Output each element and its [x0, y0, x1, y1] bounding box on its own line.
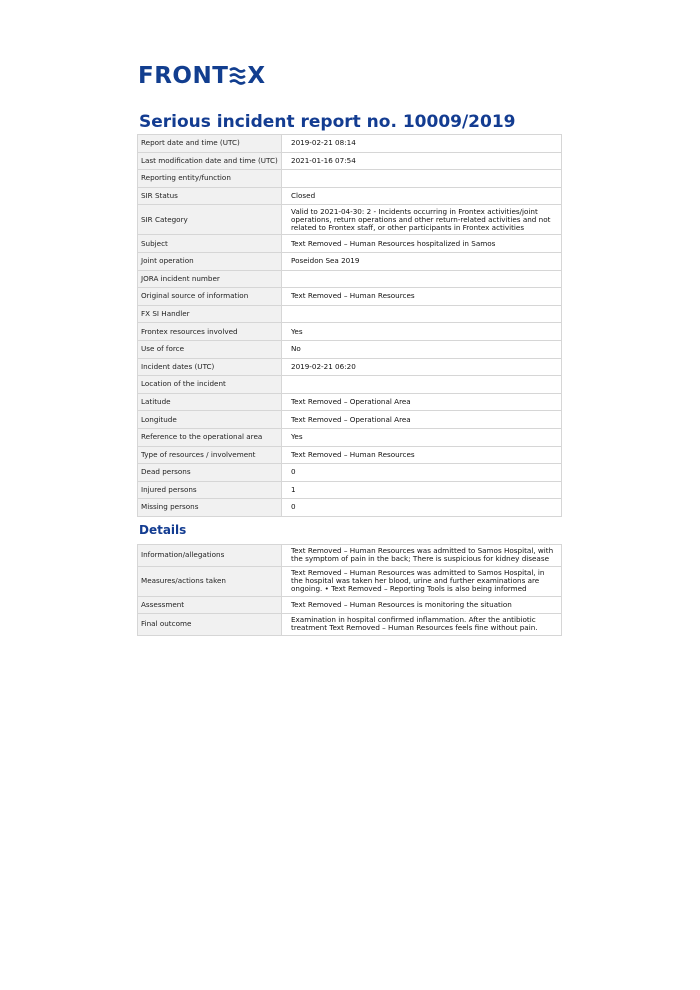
field-label: Measures/actions taken [138, 566, 282, 596]
table-row [138, 305, 562, 323]
table-row [138, 446, 562, 464]
table-row [138, 187, 562, 205]
field-label: SIR Status [138, 187, 282, 205]
field-label: Longitude [138, 411, 282, 429]
field-label: Dead persons [138, 464, 282, 482]
field-value: Poseidon Sea 2019 [282, 252, 562, 270]
field-value [282, 170, 562, 188]
field-label: Location of the incident [138, 376, 282, 394]
table-row [138, 252, 562, 270]
field-value: Text Removed – Human Resources was admitted to Samos Hospital, in the hospital was taken her blood, urine and further examinations are ongoing. • Text Removed – Reporting Tools is also being informed [282, 566, 562, 596]
field-value [282, 376, 562, 394]
field-label: Final outcome [138, 614, 282, 636]
table-row [138, 135, 562, 153]
table-row [138, 270, 562, 288]
field-value: 0 [282, 464, 562, 482]
field-value: 2019-02-21 06:20 [282, 358, 562, 376]
field-value: Text Removed – Operational Area [282, 411, 562, 429]
logo-text-right: X [247, 63, 266, 89]
table-row [138, 428, 562, 446]
logo-text-left: FRONT [138, 63, 229, 89]
field-value: No [282, 340, 562, 358]
table-row [138, 323, 562, 341]
table-row [138, 376, 562, 394]
field-value: Text Removed – Human Resources [282, 288, 562, 306]
table-row [138, 596, 562, 614]
field-value: Yes [282, 323, 562, 341]
logo-waves-icon [229, 66, 246, 86]
field-value: Yes [282, 428, 562, 446]
field-value: Text Removed – Operational Area [282, 393, 562, 411]
report-title: Serious incident report no. 10009/2019 [139, 112, 516, 132]
field-label: FX SI Handler [138, 305, 282, 323]
field-label: Type of resources / involvement [138, 446, 282, 464]
table-row [138, 170, 562, 188]
field-label: Frontex resources involved [138, 323, 282, 341]
table-row [138, 205, 562, 235]
field-value: Text Removed – Human Resources hospitalized in Samos [282, 235, 562, 253]
table-row [138, 358, 562, 376]
field-value: 0 [282, 499, 562, 517]
field-label: SIR Category [138, 205, 282, 235]
field-value: Text Removed – Human Resources was admitted to Samos Hospital, with the symptom of pain in the back; There is suspicious for kidney disease [282, 545, 562, 567]
field-label: Injured persons [138, 481, 282, 499]
table-row [138, 288, 562, 306]
field-value: Text Removed – Human Resources is monitoring the situation [282, 596, 562, 614]
field-label: Reference to the operational area [138, 428, 282, 446]
table-row [138, 481, 562, 499]
field-label: Subject [138, 235, 282, 253]
field-value: 2021-01-16 07:54 [282, 152, 562, 170]
field-value [282, 270, 562, 288]
field-label: Report date and time (UTC) [138, 135, 282, 153]
incident-summary-table [137, 134, 562, 517]
field-label: Last modification date and time (UTC) [138, 152, 282, 170]
field-label: Joint operation [138, 252, 282, 270]
field-label: Assessment [138, 596, 282, 614]
table-row [138, 393, 562, 411]
field-label: Missing persons [138, 499, 282, 517]
table-row [138, 464, 562, 482]
field-label: Reporting entity/function [138, 170, 282, 188]
field-value: Valid to 2021-04-30: 2 - Incidents occurring in Frontex activities/joint operations, return operations and other return-related activities and not related to Frontex staff, or other participants in Frontex activities [282, 205, 562, 235]
frontex-logo [138, 62, 266, 90]
details-heading: Details [139, 523, 187, 537]
table-row [138, 499, 562, 517]
table-row [138, 545, 562, 567]
field-value: Examination in hospital confirmed inflammation. After the antibiotic treatment Text Removed – Human Resources feels fine without pain. [282, 614, 562, 636]
field-label: Incident dates (UTC) [138, 358, 282, 376]
field-value: 1 [282, 481, 562, 499]
table-row [138, 235, 562, 253]
incident-details-table [137, 544, 562, 636]
field-label: JORA incident number [138, 270, 282, 288]
field-value: 2019-02-21 08:14 [282, 135, 562, 153]
field-value [282, 305, 562, 323]
field-label: Use of force [138, 340, 282, 358]
field-label: Information/allegations [138, 545, 282, 567]
table-row [138, 152, 562, 170]
field-value: Closed [282, 187, 562, 205]
table-row [138, 411, 562, 429]
table-row [138, 566, 562, 596]
field-label: Original source of information [138, 288, 282, 306]
table-row [138, 614, 562, 636]
table-row [138, 340, 562, 358]
field-label: Latitude [138, 393, 282, 411]
field-value: Text Removed – Human Resources [282, 446, 562, 464]
